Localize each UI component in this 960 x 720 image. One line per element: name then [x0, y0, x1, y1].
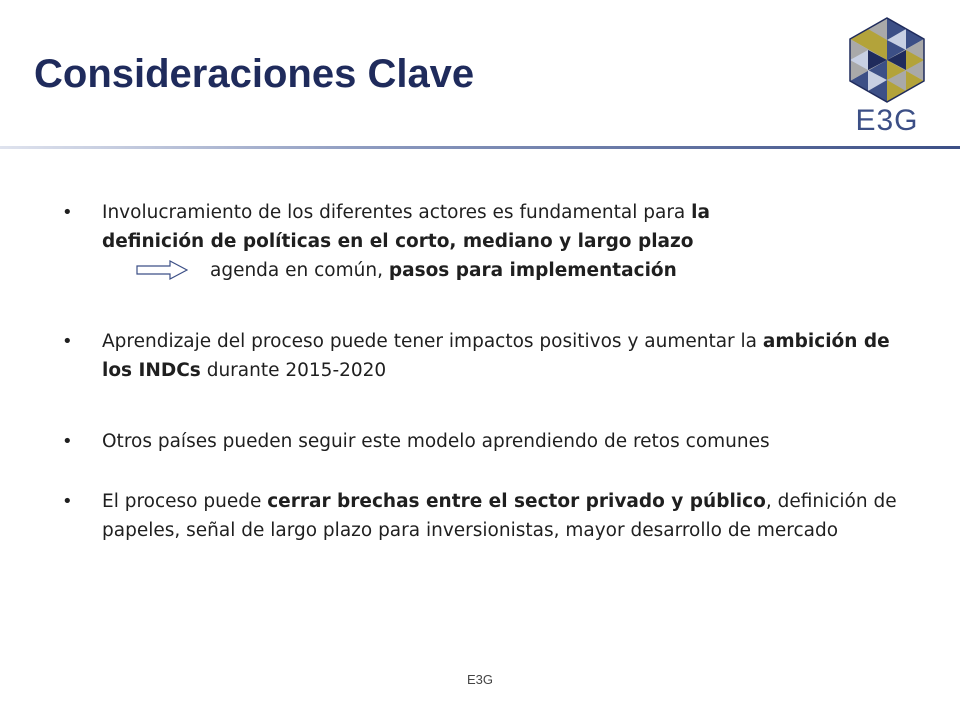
bullet-marker: • [62, 202, 73, 223]
bullet-marker: • [62, 491, 73, 512]
bullet-item [62, 198, 902, 285]
bullet-line: definición de políticas en el corto, mediano y largo plazo [102, 231, 694, 252]
right-arrow-icon [136, 260, 188, 280]
bullet-item: • Otros países pueden seguir este modelo aprendiendo de retos comunes [62, 427, 902, 456]
slide-title: Consideraciones Clave [34, 52, 475, 96]
hexagon-logo-icon [842, 14, 932, 104]
bullet-line: agenda en común, pasos para implementación [102, 256, 902, 285]
bullet-marker: • [62, 431, 73, 452]
footer-label: E3G [466, 672, 493, 687]
e3g-logo [842, 14, 932, 138]
bullet-item: • El proceso puede cerrar brechas entre el sector privado y público, definición de papeles, señal de largo plazo para inversionistas, mayor desarrollo de mercado [62, 487, 902, 545]
logo-text: E3G [855, 104, 919, 137]
bullet-marker: • [62, 331, 73, 352]
bullet-item: • Aprendizaje del proceso puede tener impactos positivos y aumentar la ambición de los INDCs durante 2015-2020 [62, 327, 902, 385]
header-divider [0, 146, 960, 149]
bullet-list [62, 198, 902, 545]
bullet-line: Involucramiento de los diferentes actores es fundamental para la [102, 202, 710, 223]
